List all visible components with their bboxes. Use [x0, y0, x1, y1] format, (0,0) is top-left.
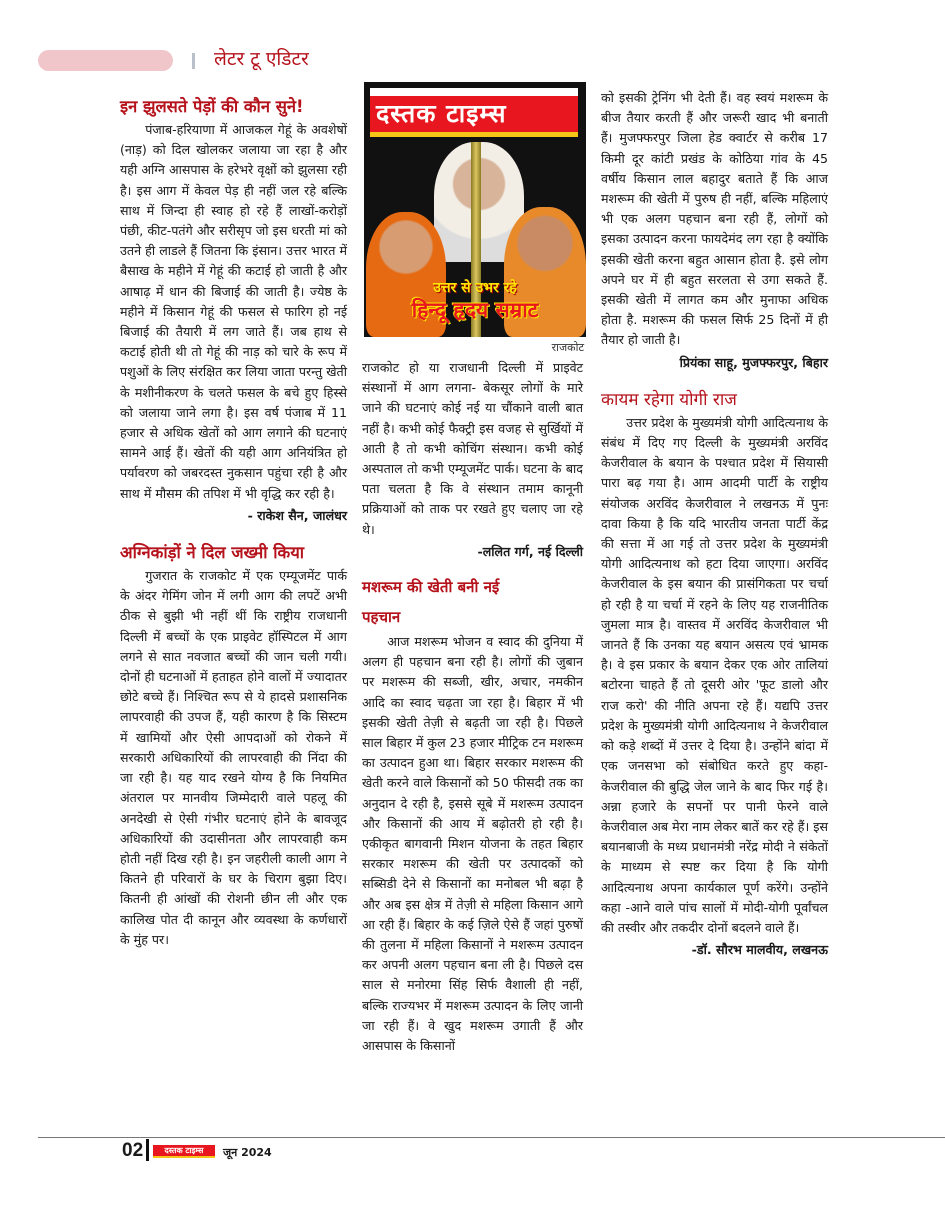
letter-body-mushroom-part2: को इसकी ट्रेनिंग भी देती हैं। वह स्वयं मशरूम के बीज तैयार करती हैं और जरूरी खाद भी बनाती हैं। मुजफ्फरपुर जिला हेड क्वार्टर से करीब 17 किमी दूर कांटी प्रखंड के कोठिया गांव के 45 वर्षीय किसान लाल बहादुर बताते हैं कि आज मशरूम की खेती में पुरुष ही नहीं, बल्कि महिलाएं भी एक अलग पहचान बना रही हैं, लोगों को इसका उत्पादन करना फायदेमंद लग रहा है क्योंकि इसकी खेती करना बहुत आसान होता है. इसे लोग अपने घर में ही बहुत सरलता से उगा सकते हैं. इसकी खेती में लागत कम और मुनाफा अधिक होता है. मशरूम की फसल सिर्फ 25 दिनों में ही तैयार हो जाती है। [601, 90, 828, 348]
footer-issue-date: जून 2024 [223, 1146, 272, 1159]
letter-body-fire-incidents-part1: गुजरात के राजकोट में एक एम्यूजमेंट पार्क के अंदर गेमिंग जोन में लगी आग की लपटें अभी ठीक से बुझी भी नहीं थीं कि राष्ट्रीय राजधानी दिल्ली में बच्चों के एक प्राइवेट हॉस्पिटल में आग लगने से सात नवजात बच्चों की जान चली गयी। दोनों ही घटनाओं में हताहत होने वालों में ज्यादातर छोटे बच्चे हैं। निश्चित रूप से ये हादसे प्रशासनिक लापरवाही की उपज हैं, यही कारण है कि सिस्टम में खामियों और ऐसी आपदाओं को रोकने में सरकारी अधिकारियों की लापरवाही की निंदा की जा रही है। यह याद रखने योग्य है कि नियमित अंतराल पर मानवीय जिम्मेदारी वाले पहलू की अनदेखी से ऐसी गंभीर घटनाएं होने के बावजूद अधिकारियों की उदासीनता और लापरवाही कम होती नहीं दिख रही है। इन जहरीली काली आग ने कितने ही परिवारों के घर के चिराग बुझा दिए। कितनी ही आंखों की रोशनी छीन ली और एक कालिख पोत दी कानून और व्यवस्था के कर्णधारों के मुंह पर। [120, 568, 347, 947]
letter-body-yogi-raj: उत्तर प्रदेश के मुख्यमंत्री योगी आदित्यनाथ के संबंध में दिए गए दिल्ली के मुख्यमंत्री अरविंद केजरीवाल के बयान के पश्चात प्रदेश में सियासी पारा बढ़ गया है। आम आदमी पार्टी के राष्ट्रीय संयोजक अरविंद केजरीवाल ने लखनऊ में पुनः दावा किया है कि यदि भारतीय जनता पार्टी केंद्र की सत्ता में आ गई तो उत्तर प्रदेश के मुख्यमंत्री योगी आदित्यनाथ को हटा दिया जाएगा। अरविंद केजरीवाल के इस बयान की प्रासंगिकता पर चर्चा हो रही है या चर्चा में रहने के लिए यह राजनीतिक जुमला मात्र है। वास्तव में अरविंद केजरीवाल भी जानते हैं कि उनका यह बयान असत्य एवं भ्रामक है। वे इस प्रकार के बयान देकर एक ओर तालियां बटोरना चाहते हैं तो दूसरी ओर 'फूट डालो और राज करो' की नीति अपना रहे हैं। यद्यपि उत्तर प्रदेश के मुख्यमंत्री योगी आदित्यनाथ ने केजरीवाल को कड़े शब्दों में उत्तर दे दिया है। उन्होंने बांदा में एक जनसभा को संबोधित करते हुए कहा- केजरीवाल की बुद्धि जेल जाने के बाद फिर गई है। अन्ना हजारे के सपनों पर पानी फेरने वाले केजरीवाल अब मेरा नाम लेकर बातें कर रहे हैं। इस बयानबाजी के मध्य प्रधानमंत्री नरेंद्र मोदी ने संकेतों के माध्यम से स्पष्ट कर दिया है कि योगी आदित्यनाथ अपना कार्यकाल पूर्ण करेंगे। उन्होंने कहा -आने वाले पांच सालों में मोदी-योगी पूर्वांचल की तस्वीर और तकदीर दोनों बदलने वाले हैं। [601, 414, 828, 935]
cover-masthead-strip [370, 132, 578, 137]
column-2 [362, 358, 583, 1056]
column-3 [601, 88, 828, 960]
letter-body-fire-incidents-part2: राजकोट हो या राजधानी दिल्ली में प्राइवेट संस्थानों में आग लगना- बेकसूर लोगों के मारे जाने की घटनाएं कोई नई या चौंकाने वाली बात नहीं है। कभी कोई फैक्ट्री इस वजह से सुर्खियों में आती है तो कभी कोचिंग संस्थान। कभी कोई अस्पताल तो कभी एम्यूजमेंट पार्क। घटना के बाद पता चलता है कि वे संस्थान तमाम कानूनी प्रक्रियाओं को ताक पर रखते हुए चलाए जा रहे थे। [362, 360, 583, 537]
letter-body-mushroom-part1: आज मशरूम भोजन व स्वाद की दुनिया में अलग ही पहचान बना रही है। लोगों की जुबान पर मशरूम की सब्जी, खीर, अचार, नमकीन आदि का स्वाद चढ़ता जा रहा है। बिहार में भी इसकी खेती तेज़ी से बढ़ती जा रही है। पिछले साल बिहार में कुल 23 हजार मीट्रिक टन मशरूम का उत्पादन हुआ था। बिहार सरकार मशरूम की खेती करने वाले किसानों को 50 फीसदी तक का अनुदान दे रही है, इससे सूबे में मशरूम उत्पादन और किसानों की आय में बढ़ोतरी हो रही है। एकीकृत बागवानी मिशन योजना के तहत बिहार सरकार मशरूम की खेती पर उत्पादकों को सब्सिडी देने से किसानों का मनोबल भी बढ़ा है और अब इस क्षेत्र में तेज़ी से महिला किसान आगे आ रही हैं। बिहार के कई ज़िले ऐसे हैं जहां पुरुषों की तुलना में महिला किसानों ने मशरूम उत्पादन कर अपनी अलग पहचान बना ली है। पिछले दस साल से मनोरमा सिंह सिर्फ वैशाली ही नहीं, बल्कि राज्यभर में मशरूम उत्पादन के लिए जानी जा रही हैं। वे खुद मशरूम उगाती हैं और आसपास के किसानों [362, 634, 583, 1054]
letter-body-burning-trees: पंजाब-हरियाणा में आजकल गेहूं के अवशेषों (नाड़) को दिल खोलकर जलाया जा रहा है और यही अग्नि आसपास के हरेभरे वृक्षों को झुलसा रही है। इस आग में केवल पेड़ ही नहीं जल रहे बल्कि साथ में जिन्दा ही स्वाह हो रहे हैं लाखों-करोड़ों पंछी, कीट-पतंगे और सरीसृप जो इस धरती मां को उतने ही लाडले हैं जितना कि इंसान। उत्तर भारत में बैसाख के महीने में गेहूं की कटाई हो जाती है और आषाढ़ में धान की बिजाई की जाती है। ज्येष्ठ के महीने में किसान गेहूं की फसल से फारिग हो नई बिजाई की तैयारी में लग जाते हैं। जब हाथ से कटाई होती थी तो गेहूं की नाड़ को चारे के रूप में पशुओं के लिए संरक्षित कर लिया जाता परन्तु खेती के मशीनीकरण के चलते फसल के बचे हुए हिस्से को जलाया जाने लगा है। इस वर्ष पंजाब में 11 हजार से अधिक खेतों को आग लगाने की घटनाएं सामने आई हैं। खेतों की यही आग अनियंत्रित हो पर्यावरण को जबरदस्त नुकसान पहुंचा रही है और साथ में मौसम की तपिश में भी वृद्धि कर रही है। [120, 122, 347, 501]
section-title: लेटर टू एडिटर [214, 48, 309, 70]
footer-rule [38, 1137, 945, 1138]
header-decorative-pill [38, 50, 173, 71]
letter-title-burning-trees: इन झुलसते पेड़ों की कौन सुने! [120, 97, 304, 116]
footer-magazine-logo: दस्तक टाइम्स [153, 1145, 215, 1158]
header-separator [192, 53, 195, 69]
cover-masthead-text: दस्तक टाइम्स [376, 99, 507, 128]
letter-signature-lalit-garg: -ललित गर्ग, नई दिल्ली [477, 543, 583, 559]
letter-signature-priyanka-sahu: प्रियंका साहू, मुजफ्फरपुर, बिहार [679, 354, 828, 370]
column-1 [120, 96, 347, 950]
image-caption: राजकोट [551, 341, 584, 354]
letter-title-mushroom-line1: मशरूम की खेती बनी नई [362, 578, 500, 597]
letter-title-fire-incidents: अग्निकांड़ों ने दिल जख्मी किया [120, 543, 305, 563]
cover-masthead [370, 88, 578, 132]
cover-subheadline: उत्तर से उभर रहे [433, 280, 517, 296]
letter-signature-rakesh-sain: - राकेश सैन, जालंधर [247, 507, 347, 523]
letter-signature-saurabh-malviya: -डॉ. सौरभ मालवीय, लखनऊ [691, 942, 828, 958]
footer-separator [146, 1139, 149, 1161]
letter-title-mushroom-line2: पहचान [362, 608, 401, 627]
letter-title-yogi-raj: कायम रहेगा योगी राज [601, 389, 737, 410]
magazine-cover-image [364, 82, 586, 337]
cover-headline: हिन्दू हृदय सम्राट [411, 298, 539, 322]
page-number: 02 [122, 1140, 144, 1161]
